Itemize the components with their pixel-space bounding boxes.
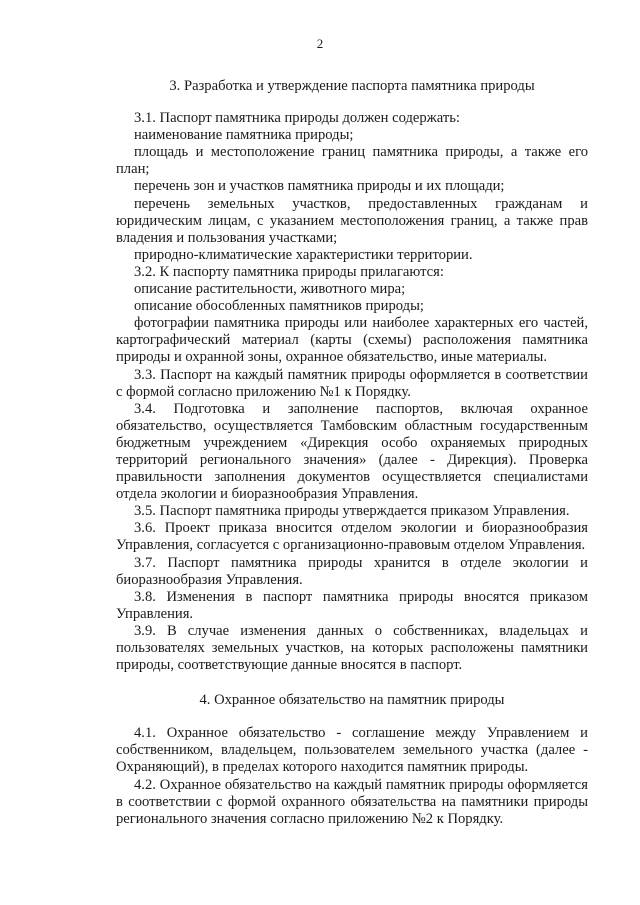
- paragraph-3-6: 3.6. Проект приказа вносится отделом экологии и биоразнообразия Управления, согласуется с организационно-правовым отделом Управления.: [116, 520, 588, 554]
- paragraph-3-1: 3.1. Паспорт памятника природы должен содержать:: [134, 110, 460, 127]
- list-item-climate: природно-климатические характеристики территории.: [134, 246, 473, 263]
- list-item-land-plots: перечень земельных участков, предоставленных гражданам и юридическим лицам, с указанием местоположения границ, а также прав владения и пользования участками;: [116, 195, 588, 246]
- list-item-separate-monuments: описание обособленных памятников природы;: [134, 298, 424, 315]
- section-3-heading: 3. Разработка и утверждение паспорта памятника природы: [169, 78, 535, 94]
- page-number: 2: [316, 36, 324, 51]
- paragraph-3-3: 3.3. Паспорт на каждый памятник природы оформляется в соответствии с формой согласно приложению №1 к Порядку.: [116, 366, 588, 400]
- paragraph-3-7: 3.7. Паспорт памятника природы хранится в отделе экологии и биоразнообразия Управления.: [116, 554, 588, 588]
- list-item-zones: перечень зон и участков памятника природы и их площади;: [134, 178, 505, 195]
- paragraph-3-5: 3.5. Паспорт памятника природы утверждается приказом Управления.: [134, 503, 570, 520]
- paragraph-3-8: 3.8. Изменения в паспорт памятника природы вносятся приказом Управления.: [116, 588, 588, 622]
- list-item-name: наименование памятника природы;: [134, 127, 354, 144]
- list-item-area: площадь и местоположение границ памятника природы, а также его план;: [116, 144, 588, 178]
- paragraph-4-2: 4.2. Охранное обязательство на каждый памятник природы оформляется в соответствии с формой охранного обязательства на памятники природы регионального значения согласно приложению №2 к Порядку.: [116, 776, 588, 827]
- paragraph-3-4: 3.4. Подготовка и заполнение паспортов, включая охранное обязательство, осуществляется Тамбовским областным государственным бюджетным учреждением «Дирекция особо охраняемых природных территорий регионального значения» (далее - Дирекция). Проверка правильности заполнения документов осуществляется специалистами отдела экологии и биоразнообразия Управления.: [116, 400, 588, 503]
- document-body: [116, 78, 588, 828]
- list-item-flora-fauna: описание растительности, животного мира;: [134, 281, 406, 298]
- paragraph-4-1: 4.1. Охранное обязательство - соглашение между Управлением и собственником, владельцем, пользователем земельного участка (далее - Охраняющий), в пределах которого находится памятник природы.: [116, 725, 588, 776]
- paragraph-3-2: 3.2. К паспорту памятника природы прилагаются:: [134, 263, 444, 280]
- list-item-photos: фотографии памятника природы или наиболее характерных его частей, картографический материал (карты (схемы) расположения памятника природы и охранной зоны, охранное обязательство, иные материалы.: [116, 315, 588, 366]
- section-4-heading: 4. Охранное обязательство на памятник природы: [199, 692, 505, 709]
- paragraph-3-9: 3.9. В случае изменения данных о собственниках, владельцах и пользователях земельных участков, на которых расположены памятники природы, соответствующие данные вносятся в паспорт.: [116, 622, 588, 674]
